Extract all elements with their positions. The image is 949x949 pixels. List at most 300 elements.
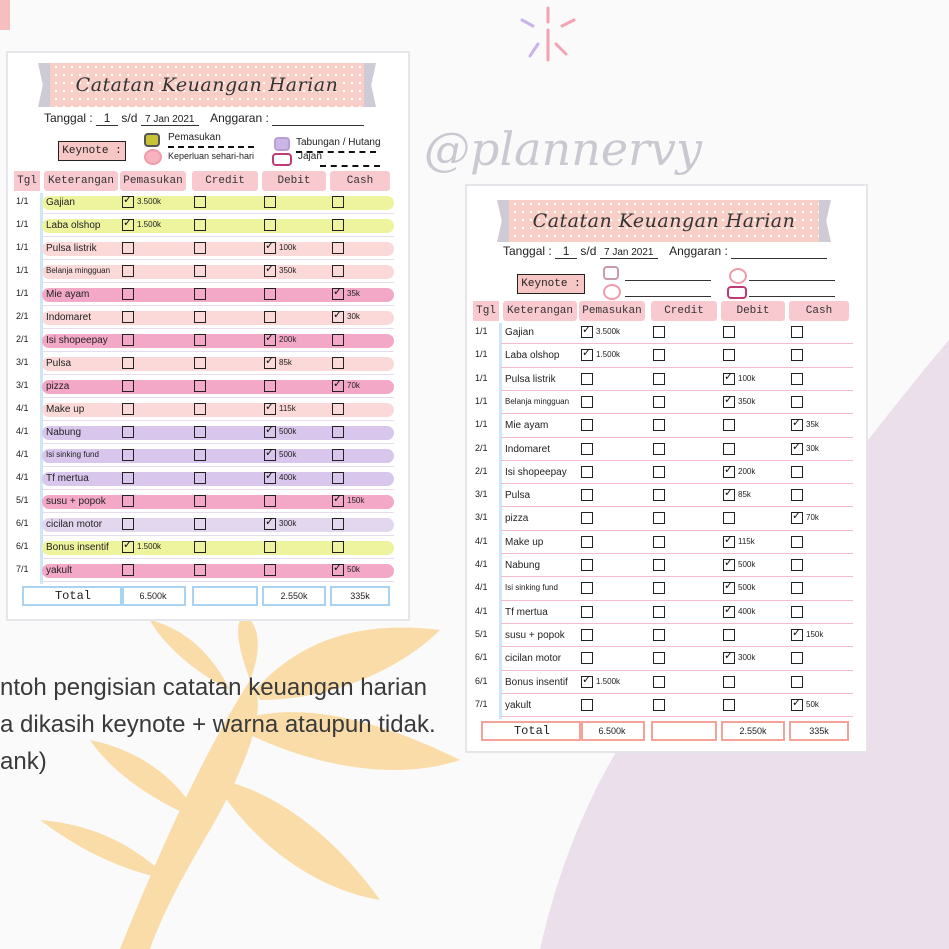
header-deb: Debit [721,301,785,321]
row-description: cicilan motor [505,653,562,665]
tanggal-from[interactable]: 1 [555,244,577,259]
amount-deb: 350k [738,396,756,406]
row-date: 4/1 [475,535,488,546]
amount-cash: 50k [347,565,360,574]
checkbox-cash[interactable] [332,518,344,530]
row-date: 6/1 [475,675,488,686]
row-description: Isi sinking fund [46,450,99,459]
checkbox-cred[interactable] [653,443,665,455]
checkbox-cred[interactable] [194,242,206,254]
checkbox-pem[interactable] [581,396,593,408]
row-description: Tf mertua [46,473,89,484]
legend-heart-icon [603,284,621,300]
checkbox-cash[interactable] [332,403,344,415]
checkbox-cred[interactable] [653,489,665,501]
checkbox-cred[interactable] [653,652,665,664]
row-description: susu + popok [46,496,106,507]
amount-deb: 300k [738,653,756,663]
header-cash: Cash [789,301,849,321]
checkbox-pem[interactable] [122,334,134,346]
row-divider [42,581,394,582]
checkbox-pem[interactable] [122,495,134,507]
legend-dash [320,165,380,167]
row-date: 4/1 [16,472,29,482]
row-description: Belanja mingguan [46,266,111,275]
total-cash: 335k [789,721,849,741]
legend-line [749,296,835,297]
checkbox-cash[interactable] [791,489,803,501]
anggaran-label: Anggaran : [210,111,269,125]
legend-square-icon-tabungan [274,137,290,151]
checkbox-pem[interactable] [122,219,134,231]
checkbox-pem[interactable] [581,512,593,524]
checkbox-cred[interactable] [194,334,206,346]
checkbox-pem[interactable] [581,419,593,431]
checkbox-pem[interactable] [122,541,134,553]
row-description: Tf mertua [505,606,548,618]
checkbox-pem[interactable] [581,349,593,361]
amount-cash: 150k [806,629,824,639]
row-description: Isi shopeepay [46,335,108,346]
total-label: Total [22,586,124,606]
total-deb: 2.550k [721,721,785,741]
row-divider [501,506,853,507]
checkbox-pem[interactable] [122,265,134,277]
checkbox-deb[interactable] [264,380,276,392]
checkbox-cash[interactable] [791,676,803,688]
row-description: Isi sinking fund [505,583,558,593]
checkbox-cash[interactable] [791,606,803,618]
amount-deb: 500k [738,560,756,569]
row-date: 1/1 [16,265,29,275]
total-cred [651,721,717,741]
amount-deb: 85k [279,358,292,367]
row-date: 3/1 [475,512,488,523]
row-date: 2/1 [16,311,29,321]
row-date: 1/1 [475,395,488,406]
checkbox-pem[interactable] [122,311,134,323]
checkbox-pem[interactable] [122,288,134,300]
row-description: Gajian [46,197,75,208]
amount-pem: 1.500k [137,542,162,551]
row-description: Mie ayam [505,420,549,432]
checkbox-cash[interactable] [791,536,803,548]
checkbox-deb[interactable] [264,311,276,323]
tanggal-separator: s/d [580,244,597,258]
amount-pem: 1.500k [137,220,162,229]
date-line [44,111,364,126]
amount-deb: 115k [738,536,755,546]
checkbox-cash[interactable] [332,426,344,438]
row-divider [42,512,394,513]
checkbox-pem[interactable] [122,196,134,208]
checkbox-cred[interactable] [653,396,665,408]
amount-deb: 100k [279,243,297,252]
row-description: Belanja mingguan [505,396,570,406]
checkbox-pem[interactable] [122,403,134,415]
checkbox-deb[interactable] [264,196,276,208]
checkbox-pem[interactable] [581,676,593,688]
checkbox-pem[interactable] [581,466,593,478]
checkbox-cred[interactable] [653,676,665,688]
checkbox-cash[interactable] [332,495,344,507]
row-description: Pulsa listrik [46,243,97,254]
checkbox-deb[interactable] [723,536,735,548]
checkbox-pem[interactable] [581,699,593,711]
checkbox-deb[interactable] [264,472,276,484]
amount-pem: 1.500k [596,676,621,686]
row-divider [42,259,394,260]
checkbox-cash[interactable] [791,396,803,408]
row-divider [501,367,853,368]
checkbox-deb[interactable] [264,334,276,346]
checkbox-cred[interactable] [194,196,206,208]
checkbox-deb[interactable] [264,541,276,553]
checkbox-cred[interactable] [653,582,665,594]
amount-deb: 115k [279,404,296,413]
checkbox-cred[interactable] [194,495,206,507]
checkbox-cash[interactable] [332,472,344,484]
checkbox-pem[interactable] [122,518,134,530]
checkbox-cash[interactable] [332,380,344,392]
keynote-label: Keynote : [517,274,585,294]
checkbox-cred[interactable] [653,699,665,711]
row-date: 2/1 [16,334,29,344]
legend-dash [168,146,254,148]
amount-deb: 85k [738,490,751,500]
row-divider [42,213,394,214]
header-tgl: Tgl [473,301,499,321]
checkbox-pem[interactable] [122,242,134,254]
row-description: yakult [505,699,532,711]
checkbox-cash[interactable] [332,242,344,254]
row-date: 1/1 [475,419,488,430]
checkbox-deb[interactable] [264,449,276,461]
checkbox-deb[interactable] [723,629,735,641]
title-banner [44,63,370,107]
checkbox-cred[interactable] [194,357,206,369]
checkbox-cred[interactable] [194,564,206,576]
row-description: Isi shopeepay [505,466,567,478]
checkbox-pem[interactable] [581,606,593,618]
total-pem: 6.500k [120,586,186,606]
checkbox-deb[interactable] [264,403,276,415]
amount-deb: 500k [279,450,297,459]
checkbox-deb[interactable] [723,326,735,338]
row-divider [42,535,394,536]
checkbox-cred[interactable] [194,288,206,300]
row-divider [501,576,853,577]
row-date: 4/1 [16,426,29,436]
row-divider [42,328,394,329]
checkbox-cash[interactable] [332,564,344,576]
checkbox-cred[interactable] [653,466,665,478]
checkbox-deb[interactable] [264,518,276,530]
legend-line [625,296,711,297]
watermark-text: @plannervy [424,122,703,176]
amount-deb: 350k [279,266,297,275]
checkbox-cred[interactable] [653,606,665,618]
checkbox-cred[interactable] [194,541,206,553]
checkbox-cash[interactable] [332,288,344,300]
amount-cash: 35k [347,289,360,298]
row-description: Laba olshop [505,350,560,362]
checkbox-pem[interactable] [122,472,134,484]
row-divider [42,236,394,237]
legend-square-icon-pemasukan [144,133,160,147]
checkbox-cash[interactable] [332,541,344,553]
checkbox-cash[interactable] [791,699,803,711]
row-description: pizza [46,381,70,392]
checkbox-deb[interactable] [264,357,276,369]
checkbox-pem[interactable] [581,326,593,338]
row-divider [501,623,853,624]
checkbox-pem[interactable] [581,443,593,455]
legend-jajan: Jajan [298,151,322,162]
keynote-label: Keynote : [58,141,126,161]
amount-cash: 50k [806,699,819,709]
checkbox-cash[interactable] [332,334,344,346]
checkbox-cred[interactable] [194,265,206,277]
checkbox-pem[interactable] [581,373,593,385]
row-description: Nabung [46,427,82,438]
checkbox-cred[interactable] [194,426,206,438]
row-divider [42,443,394,444]
caption-line-1: ntoh pengisian catatan keuangan harian [0,674,428,701]
checkbox-cash[interactable] [332,265,344,277]
tanggal-label: Tanggal : [44,111,93,125]
row-description: Pulsa listrik [505,373,556,385]
checkbox-deb[interactable] [723,512,735,524]
checkbox-cred[interactable] [194,219,206,231]
checkbox-cred[interactable] [194,472,206,484]
checkbox-deb[interactable] [264,242,276,254]
row-divider [42,305,394,306]
total-label: Total [481,721,583,741]
row-date: 6/1 [16,518,29,528]
header-tgl: Tgl [14,171,40,191]
checkbox-cash[interactable] [791,349,803,361]
tanggal-label: Tanggal : [503,244,552,258]
checkbox-deb[interactable] [723,699,735,711]
checkbox-cred[interactable] [194,380,206,392]
row-description: Bonus insentif [46,542,109,553]
legend-keperluan: Keperluan sehari-hari [168,151,255,161]
corner-tab [0,0,10,30]
checkbox-cred[interactable] [653,373,665,385]
row-divider [501,553,853,554]
row-divider [42,466,394,467]
checkbox-cash[interactable] [791,326,803,338]
checkbox-pem[interactable] [581,582,593,594]
checkbox-cash[interactable] [332,311,344,323]
row-date: 4/1 [475,559,488,569]
checkbox-deb[interactable] [723,582,735,594]
amount-deb: 400k [279,473,297,482]
checkbox-deb[interactable] [723,652,735,664]
header-deb: Debit [262,171,326,191]
amount-cash: 70k [806,513,819,523]
checkbox-cash[interactable] [791,443,803,455]
tanggal-from[interactable]: 1 [96,111,118,126]
left-budget-sheet [8,53,408,619]
checkbox-pem[interactable] [581,559,593,571]
checkbox-deb[interactable] [264,426,276,438]
checkbox-cash[interactable] [791,512,803,524]
total-cash: 335k [330,586,390,606]
amount-cash: 35k [806,420,819,430]
checkbox-pem[interactable] [122,449,134,461]
checkbox-deb[interactable] [264,495,276,507]
legend-line [625,280,711,281]
header-pem: Pemasukan [120,171,186,191]
tanggal-separator: s/d [121,111,138,125]
checkbox-deb[interactable] [264,265,276,277]
amount-cash: 150k [347,496,365,505]
row-date: 4/1 [475,582,488,593]
legend-line [749,280,835,281]
header-ket: Keterangan [44,171,118,191]
checkbox-cred[interactable] [653,536,665,548]
checkbox-deb[interactable] [723,419,735,431]
checkbox-deb[interactable] [723,559,735,571]
row-divider [501,670,853,671]
tanggal-to[interactable]: 7 Jan 2021 [141,114,199,126]
row-divider [501,693,853,694]
row-date: 6/1 [475,652,488,663]
amount-cash: 70k [347,381,360,390]
checkbox-cred[interactable] [194,403,206,415]
row-date: 1/1 [16,196,29,206]
row-divider [42,397,394,398]
checkbox-deb[interactable] [723,349,735,361]
legend-heart-icon [727,286,747,299]
checkbox-cred[interactable] [194,311,206,323]
row-description: Gajian [505,327,534,338]
amount-pem: 3.500k [137,197,162,206]
checkbox-deb[interactable] [723,373,735,385]
caption-line-2: a dikasih keynote + warna ataupun tidak. [0,711,436,738]
checkbox-deb[interactable] [723,489,735,501]
amount-deb: 500k [279,427,297,436]
checkbox-pem[interactable] [581,629,593,641]
checkbox-deb[interactable] [723,606,735,618]
checkbox-cred[interactable] [653,559,665,571]
row-description: Pulsa [505,490,531,502]
legend-square-icon [603,266,619,280]
row-date: 3/1 [16,357,29,367]
amount-deb: 300k [279,519,297,528]
checkbox-deb[interactable] [723,676,735,688]
checkbox-cash[interactable] [791,652,803,664]
legend-heart-icon [729,268,747,284]
checkbox-cred[interactable] [194,449,206,461]
row-date: 5/1 [475,628,488,639]
sheet-title: Catatan Keuangan Harian [75,74,339,96]
row-description: pizza [505,513,529,525]
checkbox-cred[interactable] [653,349,665,361]
sparkle-icon [522,8,574,60]
tanggal-to[interactable]: 7 Jan 2021 [600,247,658,259]
checkbox-cred[interactable] [653,419,665,431]
amount-deb: 200k [279,335,297,344]
row-divider [501,460,853,461]
checkbox-cash[interactable] [332,196,344,208]
row-description: Nabung [505,560,541,571]
checkbox-pem[interactable] [581,536,593,548]
row-date: 3/1 [16,380,29,390]
anggaran-label: Anggaran : [669,244,728,258]
checkbox-pem[interactable] [581,652,593,664]
amount-deb: 200k [738,466,756,476]
row-description: Mie ayam [46,289,90,300]
header-cred: Credit [192,171,258,191]
checkbox-cred[interactable] [194,518,206,530]
checkbox-pem[interactable] [122,564,134,576]
row-date: 2/1 [475,442,488,453]
leaf-branch-illustration [40,615,460,949]
checkbox-cash[interactable] [332,449,344,461]
checkbox-cred[interactable] [653,629,665,641]
row-description: Make up [505,536,544,548]
checkbox-cash[interactable] [791,582,803,594]
anggaran-field[interactable] [272,111,364,126]
checkbox-deb[interactable] [723,443,735,455]
row-description: yakult [46,565,73,576]
checkbox-cred[interactable] [653,512,665,524]
row-date: 7/1 [475,698,488,709]
row-date: 1/1 [475,372,488,383]
header-pem: Pemasukan [579,301,645,321]
row-date: 5/1 [16,495,29,505]
amount-cash: 30k [806,443,819,453]
checkbox-pem[interactable] [122,380,134,392]
checkbox-cash[interactable] [791,629,803,641]
row-date: 3/1 [475,489,488,500]
amount-cash: 30k [347,312,360,321]
checkbox-deb[interactable] [264,564,276,576]
row-divider [501,390,853,391]
total-cred [192,586,258,606]
checkbox-pem[interactable] [122,357,134,369]
checkbox-cred[interactable] [653,326,665,338]
checkbox-cash[interactable] [332,219,344,231]
row-divider [501,437,853,438]
amount-pem: 3.500k [596,327,621,336]
checkbox-cash[interactable] [791,419,803,431]
checkbox-deb[interactable] [264,288,276,300]
row-divider [501,716,853,717]
legend-pemasukan: Pemasukan [168,132,221,143]
total-deb: 2.550k [262,586,326,606]
header-cred: Credit [651,301,717,321]
row-description: Laba olshop [46,220,101,231]
row-divider [42,351,394,352]
checkbox-cash[interactable] [791,466,803,478]
row-date: 1/1 [16,288,29,298]
row-date: 6/1 [16,541,29,551]
checkbox-deb[interactable] [723,396,735,408]
checkbox-cash[interactable] [791,559,803,571]
checkbox-deb[interactable] [264,219,276,231]
row-description: Pulsa [46,358,72,369]
anggaran-field[interactable] [731,244,827,259]
checkbox-deb[interactable] [723,466,735,478]
checkbox-cash[interactable] [332,357,344,369]
checkbox-cash[interactable] [791,373,803,385]
checkbox-pem[interactable] [581,489,593,501]
checkbox-pem[interactable] [122,426,134,438]
